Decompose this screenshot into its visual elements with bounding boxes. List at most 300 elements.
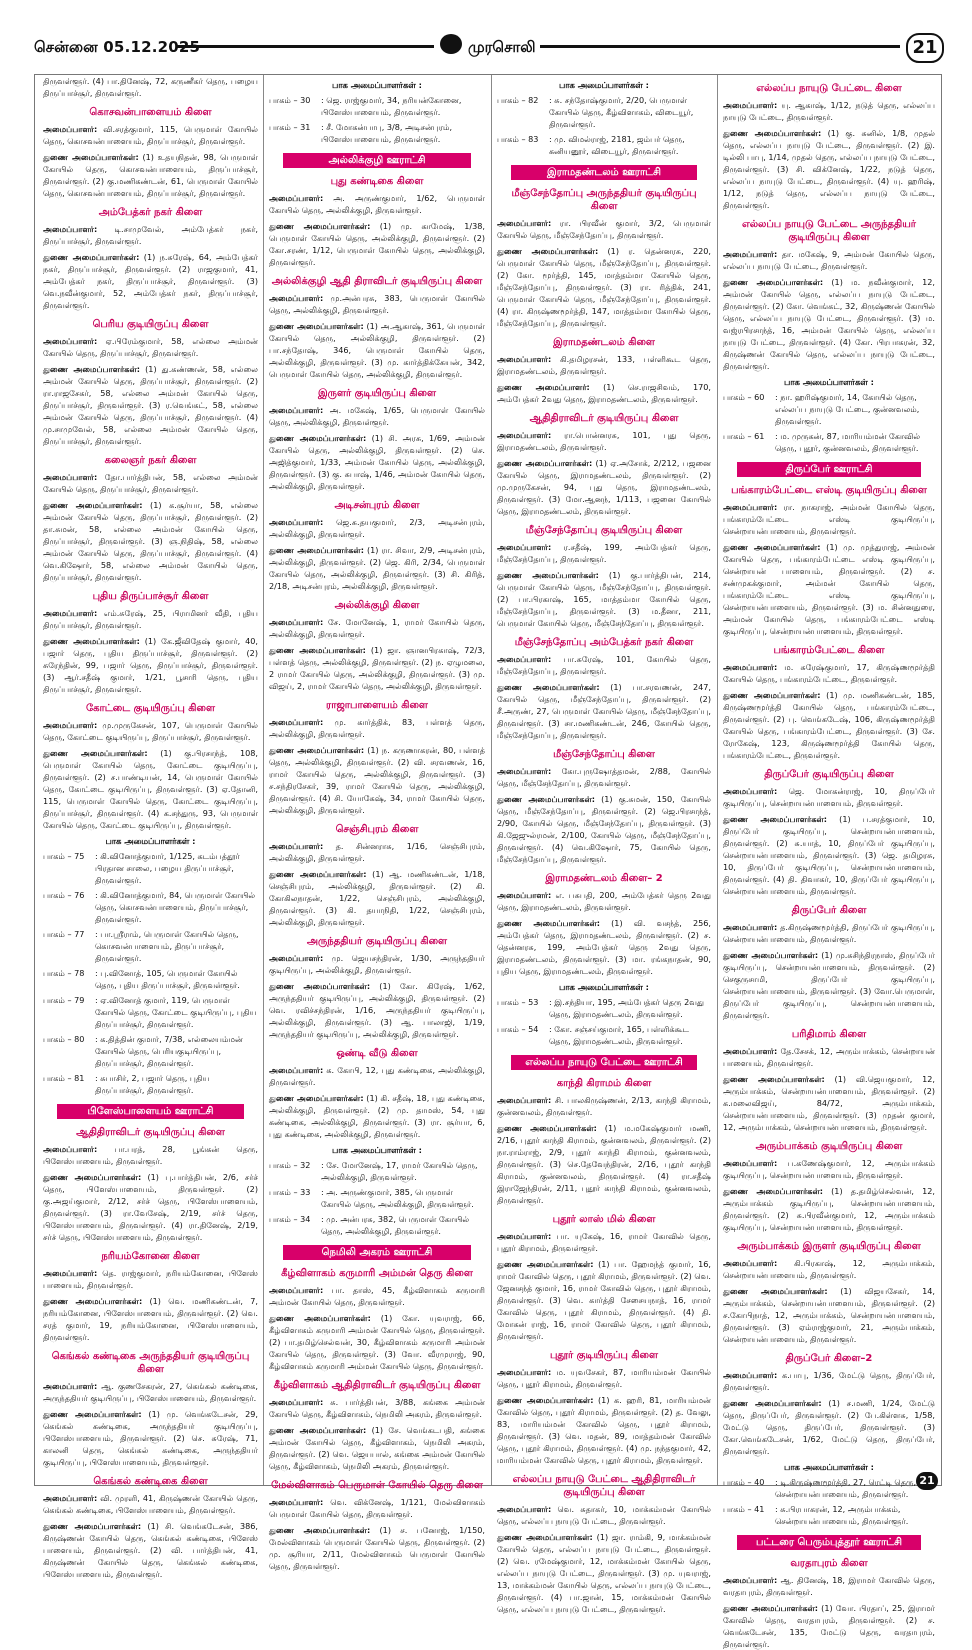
role-label: அமைப்பாளர்: bbox=[269, 617, 324, 627]
entry-text: ரா. நாகராஜ், அம்மன் கோயில் தெரு, பங்காரம்பேட்டை எஸ்டி குடியிருப்பு, சென்றாயன்பாளையம், திருவள்ளூர். bbox=[723, 502, 935, 536]
entry-text: வெ. சுதாகர், 10, மாக்கம்மன் கோயில் தெரு, எல்லப்ப நாயுடு பேட்டை, திருவள்ளூர். bbox=[497, 1504, 711, 1526]
member-entry bbox=[497, 1366, 711, 1390]
subheading: பாக அமைப்பாளர்கள் : bbox=[332, 80, 422, 90]
branch-heading: திருப்பேர் கிளை bbox=[791, 905, 867, 916]
booth-number: பாகம் – 31 bbox=[269, 122, 311, 132]
branch-heading: கீழ்விளாகம் ஆதிதிராவிடர் குடியிருப்பு கிளை bbox=[273, 1380, 481, 1391]
branch-heading: பரிதிமாம் கிளை bbox=[791, 1029, 867, 1040]
panchayat-heading: பிளேஸ்பாளையம் ஊராட்சி bbox=[57, 1104, 244, 1119]
column-divider bbox=[263, 75, 264, 1485]
role-label: துணை அமைப்பாளர்கள்: bbox=[497, 682, 600, 692]
member-entry bbox=[43, 335, 258, 359]
booth-number: பாகம் – 53 bbox=[497, 997, 539, 1007]
entry-text: (1) மு. முத்துராஜ், அம்மன் கோயில் தெரு, பங்காரம்பேட்டை எஸ்டி குடியிருப்பு, சென்றாயன் பாளையம், திருவள்ளூர். (2) ச. சண்முகக்குமார், அம்மன் கோயில் தெரு, பங்காரம்பேட்டை எஸ்டி குடியிருப்பு, சென்றாயன்பாளையம், திருவள்ளூர். (3) ம. சின்னதுரை, அம்மன் கோயில் தெரு, பங்காரம்பேட்டை எஸ்டி குடியிருப்பு, சென்றாயன்பாளையம், திருவள்ளூர். bbox=[723, 542, 935, 636]
role-label: அமைப்பாளர்: bbox=[43, 472, 98, 482]
booth-number: பாகம் – 41 bbox=[723, 1504, 765, 1514]
branch-heading: செஞ்சிபுரம் கிளை bbox=[335, 824, 419, 835]
entry-text: மு. கார்த்திக், 83, பள்ளத் தெரு, அல்லிக்குழி, திருவள்ளூர். bbox=[269, 717, 485, 739]
booth-entry bbox=[723, 1503, 935, 1527]
role-label: அமைப்பாளர்: bbox=[723, 662, 778, 672]
member-entry bbox=[497, 1094, 711, 1118]
entry-text: (1) வி. வசந்த், 256, அம்பேத்கர் தெரு, இராமதண்டலம், திருவள்ளூர். (2) ச. தென்னரசு, 199, அம்பேத்கர் தெரு 2வது தெரு, இராமதண்டலம், திருவள்ளூர். (3) மா. ரங்கநாதன், 90, புதிய தெரு, இராமதண்டலம், திருவள்ளூர். bbox=[497, 918, 711, 976]
entry-text: த. சின்னராசு, 1/16, செஞ்சிபுரம், அல்லிக்குழி, திருவள்ளூர். bbox=[269, 841, 485, 863]
member-entry bbox=[269, 1284, 485, 1308]
role-label: அமைப்பாளர்: bbox=[269, 405, 324, 415]
role-label: துணை அமைப்பாளர்கள்: bbox=[497, 1532, 593, 1542]
member-entry bbox=[43, 1492, 258, 1516]
entry-text: ஜெ. மோகன்ராஜ், 10, திருப்பேர் குடியிருப்பு, சென்றாயன்பாளையம், திருவள்ளூர். bbox=[723, 786, 935, 808]
member-entry bbox=[43, 1171, 258, 1243]
role-label: அமைப்பாளர்: bbox=[497, 1504, 552, 1514]
member-entry bbox=[723, 501, 935, 537]
branch-heading: கெங்கல் கண்டிகை கிளை bbox=[93, 1476, 208, 1487]
role-label: துணை அமைப்பாளர்கள்: bbox=[497, 1395, 594, 1405]
branch-heading: அருந்ததியர் குடியிருப்பு கிளை bbox=[306, 936, 448, 947]
role-label: துணை அமைப்பாளர்கள்: bbox=[43, 1296, 143, 1306]
role-label: அமைப்பாளர்: bbox=[269, 1497, 324, 1507]
entry-text: (1) ம.மகேஷ்குமார் மணி, 2/16, புதூர் காந்தி கிராமம், குன்னவலம், திருவள்ளூர். (2) நா.ராம்ராஜ், 2/9, புதூர் காந்தி கிராமம், குன்னவலம், திருவள்ளூர். (3) செ.தேவேந்திரன், 2/16, புதூர் காந்தி கிராமம், குன்னவலம், திருவள்ளூர். (4) ரா.சதீஷ் இராஜேந்திரன், 2/11, புதூர் காந்தி கிராமம், குன்னவலம், திருவள்ளூர். bbox=[497, 1123, 711, 1205]
member-entry bbox=[269, 1424, 485, 1472]
role-label: துணை அமைப்பாளர்கள்: bbox=[269, 1093, 364, 1103]
member-entry bbox=[43, 499, 258, 583]
member-entry bbox=[43, 75, 258, 99]
role-label: துணை அமைப்பாளர்கள்: bbox=[269, 981, 371, 991]
member-entry bbox=[269, 432, 485, 492]
branch-heading: கலைஞர் நகர் கிளை bbox=[104, 455, 197, 466]
role-label: அமைப்பாளர்: bbox=[497, 542, 552, 552]
role-label: துணை அமைப்பாளர்கள்: bbox=[269, 745, 365, 755]
booth-agent: : கி.வினோத்குமார், 1/125, கடம்பத்தூர் பிரதான சாலை, பழைய திருப்பாச்சூர், திருவள்ளூர். bbox=[95, 851, 240, 885]
entry-text: (1) ஆ. மணிகண்டன், 1/18, செஞ்சிபுரம், அல்லிக்குழி, திருவள்ளூர். (2) கி. கோகிலநாதன், 1/22, செஞ்சிபுரம், அல்லிக்குழி, திருவள்ளூர். (3) கி. தயாநிதி, 1/22, செஞ்சிபுரம், அல்லிக்குழி, திருவள்ளூர். bbox=[269, 869, 485, 927]
member-entry bbox=[723, 99, 935, 123]
member-entry bbox=[269, 544, 485, 592]
entry-text: எம்.சுரேஷ், 25, பிராமினர் வீதி, புதிய திருப்பாச்சூர், திருவள்ளூர். bbox=[43, 608, 258, 630]
role-label: துணை அமைப்பாளர்கள்: bbox=[43, 500, 143, 510]
entry-text: வி. முரளி, 41, கிருஷ்ணன் கோயில் தெரு, கெங்கல் கண்டிகை, பிளேஸ்பாளையம், திருவள்ளூர். bbox=[43, 1493, 258, 1515]
member-entry bbox=[723, 1285, 935, 1345]
booth-agent: : சு. சந்தோஷ்குமார், 2/20, பெருமாள் கோயில் தெரு, கீழ்விளாகம், விடையூர், திருவள்ளூர். bbox=[549, 95, 694, 129]
branch-heading: புதூர் லாஸ் மில் கிளை bbox=[552, 1214, 656, 1225]
panchayat-heading: நெமிலி அகரம் ஊராட்சி bbox=[283, 1245, 471, 1260]
member-entry bbox=[497, 457, 711, 517]
booth-number: பாகம் – 82 bbox=[497, 95, 539, 105]
role-label: அமைப்பாளர்: bbox=[43, 608, 98, 618]
booth-agent: : நா. ஹரிஷ்குமார், 14, கோயில் தெரு, எல்லப்ப நாயுடு பேட்டை, குன்னவலம், திருவள்ளூர். bbox=[775, 392, 920, 426]
newspaper-logo-icon bbox=[440, 34, 462, 54]
branch-heading: இருளர் குடியிருப்பு கிளை bbox=[317, 388, 437, 399]
branch-heading: மேல்விளாகம் பெருமாள் கோயில் தெரு கிளை bbox=[271, 1480, 483, 1491]
member-entry bbox=[269, 1064, 485, 1088]
entry-text: ரா.பொன்னரசு, 101, புது தெரு, இராமதண்டலம், திருவள்ளூர். bbox=[497, 430, 711, 452]
role-label: துணை அமைப்பாளர்கள்: bbox=[269, 1425, 367, 1435]
branch-heading: அடிசன்புரம் கிளை bbox=[334, 500, 420, 511]
entry-text: க. கோபி, 12, புது கண்டிகை, அல்லிக்குழி, திருவள்ளூர். bbox=[269, 1065, 485, 1087]
role-label: அமைப்பாளர்: bbox=[269, 717, 324, 727]
booth-agent: : ஏ.வினோத் குமார், 119, பெருமாள் கோயில் தெரு, கோட்டை குடியிருப்பு, புதிய திருப்பாச்சூர், திருவள்ளூர். bbox=[95, 995, 257, 1029]
booth-agent: : மு. அன்பரசு, 382, பெருமாள் கோயில் தெரு, அல்லிக்குழி, திருவள்ளூர். bbox=[321, 1214, 470, 1236]
role-label: துணை அமைப்பாளர்கள்: bbox=[723, 1603, 819, 1613]
booth-number: பாகம் – 33 bbox=[269, 1187, 311, 1197]
role-label: துணை அமைப்பாளர்: bbox=[497, 382, 590, 392]
branch-heading: இராமதண்டலம் கிளை bbox=[553, 337, 655, 348]
member-entry bbox=[723, 541, 935, 637]
column-3 bbox=[497, 75, 711, 1614]
booth-number: பாகம் – 30 bbox=[269, 95, 311, 105]
member-entry bbox=[43, 1267, 258, 1291]
role-label: துணை அமைப்பாளர்கள்: bbox=[269, 1313, 371, 1323]
role-label: துணை அமைப்பாளர்கள்: bbox=[269, 545, 364, 555]
column-1 bbox=[43, 75, 258, 1579]
entry-text: (1) ந.சுரேஷ், 64, அம்பேத்கர் நகர், திருப்பாச்சூர், திருவள்ளூர். (2) ராஜகுமார், 41, அம்பேத்கர் நகர், திருப்பாச்சூர், திருவள்ளூர். (3) வெ.நவீன்குமார், 52, அம்பேத்கர் நகர், திருப்பாச்சூர், திருவள்ளூர். bbox=[43, 252, 258, 310]
branch-heading: வரதாபுரம் கிளை bbox=[790, 1558, 868, 1569]
booth-agent: : க.தித்தின் குமார், 7/38, எல்லையம்மன் கோயில் தெரு, பெரியகுடியிருப்பு, திருப்பாச்சூர், திருவள்ளூர். bbox=[95, 1034, 243, 1068]
role-label: அமைப்பாளர்: bbox=[269, 1285, 324, 1295]
entry-text: (1) கு.பிரசாந்த், 108, பெருமாள் கோயில் தெரு, கோட்டை குடியிருப்பு, திருவள்ளூர். (2) ச.பாண்டியன், 14, பெருமாள் கோயில் தெரு, கோட்டை குடியிருப்பு, திருவள்ளூர். (3) ஏ.தோனி, 115, பெருமாள் கோயில் தெரு, கோட்டை குடியிருப்பு, திருப்பாச்சூர், திருவள்ளூர். (4) க.சந்துரு, 93, பெருமாள் கோயில் தெரு, கோட்டை குடியிருப்பு, திருவள்ளூர். bbox=[43, 748, 258, 830]
role-label: துணை அமைப்பாளர்கள்: bbox=[723, 814, 828, 824]
entry-text: (1) செ.ராஜசிவம், 170, அம்பேத்கர் 2வது தெரு, இராமதண்டலம், திருவள்ளூர். bbox=[497, 382, 711, 404]
booth-agent: : சீ. மோகன்பாபு, 3/8, அடிசன்புரம், பிளேஸ்பாளையம், திருவள்ளூர். bbox=[321, 122, 453, 144]
branch-heading: பங்காரம்பேட்டை கிளை bbox=[773, 645, 885, 656]
role-label: துணை அமைப்பாளர்கள்: bbox=[269, 221, 371, 231]
branch-heading: ஒண்டி வீடு கிளை bbox=[336, 1048, 418, 1059]
role-label: அமைப்பாளர்: bbox=[269, 1065, 324, 1075]
role-label: அமைப்பாளர்: bbox=[43, 1381, 98, 1391]
booth-entry bbox=[497, 1023, 711, 1047]
member-entry bbox=[497, 765, 711, 789]
member-entry bbox=[269, 1092, 485, 1140]
role-label: அமைப்பாளர்: bbox=[43, 224, 98, 234]
branch-heading: திருப்பேர் கிளை–2 bbox=[785, 1353, 873, 1364]
member-entry bbox=[497, 541, 711, 565]
branch-heading: அரும்பாக்கம் இருளர் குடியிருப்பு கிளை bbox=[737, 1241, 921, 1252]
member-entry bbox=[43, 1143, 258, 1167]
role-label: அமைப்பாளர்: bbox=[723, 922, 778, 932]
member-entry bbox=[269, 952, 485, 976]
branch-heading: எல்லப்ப நாயுடு பேட்டை ஆதிதிராவிடர் குடியிருப்பு கிளை bbox=[512, 1474, 696, 1498]
booth-number: பாகம் – 32 bbox=[269, 1160, 311, 1170]
booth-number: பாகம் – 83 bbox=[497, 134, 539, 144]
entry-text: (1) ச.மணி, 1/24, மேட்டு தெரு, திருப்பேர், திருவள்ளூர். (2) பே.கிள்ளசு, 1/58, மேட்டு தெரு, திருப்பேர், திருவள்ளூர். (3) கோ.வெங்கடேசன், 1/62, மேட்டு தெரு, திருப்பேர், திருவள்ளூர். bbox=[723, 1398, 935, 1456]
member-entry bbox=[43, 635, 258, 695]
booth-number: பாகம் – 81 bbox=[43, 1073, 85, 1083]
masthead bbox=[0, 0, 972, 58]
entry-text: பா. தாஸ், 45, கீழ்விளாகம் கருமாரி அம்மன் கோயில் தெரு, திருவள்ளூர். bbox=[269, 1285, 485, 1307]
entry-text: சி. பாலகிருஷ்ணன், 2/13, காந்தி கிராமம், குன்னவலம், திருவள்ளூர். bbox=[497, 1095, 711, 1117]
entry-text: தே.சேசக், 12, அரும்பாக்கம், சென்றாயன் பாளையம், திருவள்ளூர். bbox=[723, 1046, 935, 1068]
newspaper-name: முரசொலி bbox=[468, 38, 536, 56]
entry-text: (1) வெ. மணிகண்டன், 7, நரியம்கோனை, பிளேஸ்பாளையம், திருவள்ளூர். (2) வெ. சரத் குமார், 19, நரியம்கோனை, பிளேஸ்பாளையம், திருவள்ளூர். bbox=[43, 1296, 258, 1342]
column-divider bbox=[491, 75, 492, 1485]
booth-number: பாகம் – 76 bbox=[43, 890, 85, 900]
entry-text: (1) ச. பனோஜ், 1/150, மேல்விளாகம் பெருமாள் கோயில் தெரு, திருவள்ளூர். (2) மு. சூரியா, 2/11, மேல்விளாகம் பெருமாள் கோயில் தெரு, திருவள்ளூர். bbox=[269, 1525, 485, 1571]
entry-text: எ. பசுபதி, 200, அம்பேத்கர் தெரு 2வது தெரு, இராமதண்டலம், திருவள்ளூர். bbox=[497, 890, 711, 912]
member-entry bbox=[497, 889, 711, 913]
booth-entry bbox=[43, 850, 258, 886]
role-label: அமைப்பாளர்: bbox=[497, 218, 552, 228]
entry-text: (1) கோ. கிரேஷ், 1/62, அருந்ததியர் குடியிருப்பு, அல்லிக்குழி, திருவள்ளூர். (2) வெ. ரவிச்சந்திரன், 1/16, அருந்ததியர் குடியிருப்பு, அல்லிக்குழி, திருவள்ளூர். (3) ஆ. பாலாஜி, 1/19, அருந்ததியர் குடியிருப்பு, அல்லிக்குழி, திருவள்ளூர். bbox=[269, 981, 485, 1039]
entry-text: (1) சி. அரசு, 1/69, அம்மன் கோயில் தெரு, அல்லிக்குழி, திருவள்ளூர். (2) செ. அஜித்குமார், 1/33, அம்மன் கோயில் தெரு, அல்லிக்குழி, திருவள்ளூர். (3) கு. சுபாஷ், 1/46, அம்மன் கோயில் தெரு, அல்லிக்குழி, திருவள்ளூர். bbox=[269, 433, 485, 491]
role-label: துணை அமைப்பாளர்கள்: bbox=[43, 748, 148, 758]
member-entry bbox=[723, 1157, 935, 1181]
booth-entry bbox=[497, 133, 711, 157]
booth-agent: : கோ. சஞ்சய்குமார், 165, பள்ளிக்கூட தெரு, இராமதண்டலம், திருவள்ளூர். bbox=[549, 1024, 690, 1046]
entry-text: (1) கு. சுனில், 1/8, முதல் தெரு, எல்லப்ப நாயுடு பேட்டை, திருவள்ளூர். (2) இ. டில்லி பாபு, 1/14, முதல் தெரு, எல்லப்ப நாயுடு பேட்டை, திருவள்ளூர். (3) சி. விக்னேஷ், 1/22, நடுத் தெரு, எல்லப்ப நாயுடு பேட்டை, திருவள்ளூர். (4) யு. ஹரிஷ், 1/12, நடுத் தெரு, எல்லப்ப நாயுடு பேட்டை, திருவள்ளூர். bbox=[723, 128, 935, 210]
booth-agent: : அ. அருண்குமார், 385, பெருமாள் கோயில் தெரு, அல்லிக்குழி, திருவள்ளூர். bbox=[321, 1187, 474, 1209]
booth-agent: : பு.வினோத், 105, பெருமாள் கோயில் தெரு, புதிய திருப்பாச்சூர், திருவள்ளூர். bbox=[95, 968, 240, 990]
booth-entry bbox=[269, 1186, 485, 1210]
role-label: துணை அமைப்பாளர்கள்: bbox=[723, 1398, 822, 1408]
entry-text: (1) த.தமிழ்செல்வன், 12, அரும்பாக்கம் குடியிருப்பு, சென்றாயன்பாளையம், திருவள்ளூர். (2) சு.பிரவீன்குமார், 12, அரும்பாக்கம் குடியிருப்பு, சென்றாயன்பாளையம், திருவள்ளூர். bbox=[723, 1186, 935, 1232]
member-entry bbox=[723, 1397, 935, 1457]
role-label: துணை அமைப்பாளர்கள்: bbox=[43, 152, 139, 162]
subheading: பாக அமைப்பாளர்கள் : bbox=[784, 377, 874, 387]
member-entry bbox=[497, 653, 711, 677]
page-number: 21 bbox=[912, 37, 938, 58]
member-entry bbox=[43, 1408, 258, 1468]
branch-heading: இராமதண்டலம் கிளை– 2 bbox=[545, 873, 663, 884]
role-label: துணை அமைப்பாளர்கள்: bbox=[43, 252, 140, 262]
role-label: அமைப்பாளர்: bbox=[269, 841, 324, 851]
booth-number: பாகம் – 80 bbox=[43, 1034, 85, 1044]
entry-text: ம. சுரேஷ்குமார், 17, கிருஷ்ணமூர்த்தி கோயில் தெரு, பங்காரம்பேட்டை, திருவள்ளூர். bbox=[723, 662, 935, 684]
entry-text: தா. மகேஷ், 9, அம்மன் கோயில் தெரு, எல்லப்ப நாயுடு பேட்டை, திருவள்ளூர். bbox=[723, 249, 935, 271]
member-entry bbox=[497, 1230, 711, 1254]
entry-text: ஜெ.சு.தயகுமார், 2/3, அடிசன்புரம், அல்லிக்குழி, திருவள்ளூர். bbox=[269, 517, 485, 539]
role-label: அமைப்பாளர்: bbox=[723, 1258, 778, 1268]
member-entry bbox=[723, 1185, 935, 1233]
role-label: துணை அமைப்பாளர்கள்: bbox=[43, 636, 140, 646]
entry-text: வி.சரத்குமார், 115, பெருமாள் கோயில் தெரு, கொசவன்பாளையம், திருப்பாச்சூர், திருவள்ளூர். bbox=[43, 124, 258, 146]
entry-text: (1) ஜா. ராம்கி, 9, மாக்கம்மன் கோயில் தெரு, எல்லப்ப நாயுடு பேட்டை, திருவள்ளூர். (2) வெ. ரமேஷ்குமார், 12, மாக்கம்மன் கோயில் தெரு, எல்லப்ப நாயுடு பேட்டை, திருவள்ளூர். (3) மு. யுவராஜ், 13, மாக்கம்மன் கோயில் தெரு, எல்லப்ப நாயுடு பேட்டை, திருவள்ளூர். (4) பா.ஜான், 15, மாக்கம்மன் கோயில் தெரு, எல்லப்ப நாயுடு பேட்டை, திருவள்ளூர். bbox=[497, 1532, 711, 1614]
branch-heading: புதிய திருப்பாச்சூர் கிளை bbox=[92, 591, 209, 602]
entry-text: (1) ப.சரத்குமார், 10, திருப்பேர் குடியிருப்பு, சென்றாயன்பாளையம், திருவள்ளூர். (2) சு.யாத், 10, திருப்பேர் குடியிருப்பு, சென்றாயன்பாளையம், திருவள்ளூர். (3) ஜெ. தமிழரசு, 10, திருப்பேர் குடியிருப்பு, சென்றாயன்பாளையம், திருவள்ளூர். (4) தி. திவாகர், 10, திருப்பேர் குடியிருப்பு, சென்றாயன்பாளையம், திருவள்ளூர். bbox=[723, 814, 935, 896]
panchayat-heading: திருப்பேர் ஊராட்சி bbox=[737, 462, 921, 477]
booth-agent: : டி.கிருஷ்ணமூர்த்தி, 27, ரெட்டி தெரு, சென்றாயன்பாளையம், திருவள்ளூர். bbox=[775, 1477, 917, 1499]
booth-number: பாகம் – 40 bbox=[723, 1477, 765, 1487]
role-label: அமைப்பாளர்: bbox=[43, 720, 98, 730]
member-entry bbox=[269, 840, 485, 864]
member-entry bbox=[723, 1045, 935, 1069]
booth-entry bbox=[723, 1476, 935, 1500]
member-entry bbox=[43, 1380, 258, 1404]
role-label: துணை அமைப்பாளர்கள்: bbox=[43, 1409, 142, 1419]
entry-text: பா.பரத், 28, பூங்கன் தெரு, பிளேஸ்பாளையம், திருவள்ளூர். bbox=[43, 1144, 258, 1166]
branch-heading: மீஞ்சேந்தோப்பு அம்பேத்கர் நகர் கிளை bbox=[514, 637, 694, 648]
booth-entry bbox=[269, 121, 485, 145]
member-entry bbox=[497, 917, 711, 977]
role-label: அமைப்பாளர்: bbox=[43, 1144, 98, 1154]
role-label: துணை அமைப்பாளர்கள்: bbox=[497, 246, 599, 256]
branch-heading: அம்பேத்கர் நகர் கிளை bbox=[98, 207, 203, 218]
entry-text: (1) மு. காமேஷ், 1/38, பெருமாள் கோயில் தெரு, அல்லிக்குழி, திருவள்ளூர். (2) கோ.சரண், 1/12, பெருமாள் கோயில் தெரு, அல்லிக்குழி, திருவள்ளூர். bbox=[269, 221, 485, 267]
booth-number: பாகம் – 79 bbox=[43, 995, 85, 1005]
role-label: துணை அமைப்பாளர்கள்: bbox=[43, 1172, 142, 1182]
role-label: துணை அமைப்பாளர்கள்: bbox=[43, 364, 141, 374]
entry-text: (1) உதயநிதன், 98, பெருமாள் கோயில் தெரு, கொசவன்பாளையம், திருப்பாச்சூர், திருவள்ளூர். (2) கு.மணிகண்டன், 61, பெருமாள் கோயில் தெரு, கொசவன்பாளையம், திருப்பாச்சூர், திருவள்ளூர். bbox=[43, 152, 258, 198]
branch-heading: அல்லிக்குழி கிளை bbox=[334, 600, 420, 611]
entry-text: (1) மு.சுசிந்திரநாஸ், திருப்பேர் குடியிருப்பு, சென்றாயன்பாளையம், திருவள்ளூர். (2) செகுருசாமி, திருப்பேர் குடியிருப்பு, சென்றாயன்பாளையம், திருவள்ளூர். (3) வோ.பெருமாள், திருப்பேர் குடியிருப்பு, சென்றாயன்பாளையம், திருவள்ளூர். bbox=[723, 950, 935, 1020]
member-entry bbox=[723, 1369, 935, 1393]
member-entry bbox=[723, 1257, 935, 1281]
entry-text: தெ. ராஜ்குமார், நரியம்கோனை, பிளேஸ் பாளையம், திருவள்ளூர். bbox=[43, 1268, 258, 1290]
entry-text: கோ.புருஷோத்தமன், 2/88, கோயில் தெரு, மீஞ்சேந்தோப்பு, திருவள்ளூர். bbox=[497, 766, 711, 788]
entry-text: க.பாபு, 1/36, மேட்டு தெரு, திருப்பேர், திருவள்ளூர். bbox=[723, 1370, 935, 1392]
member-entry bbox=[723, 1574, 935, 1598]
role-label: துணை அமைப்பாளர்கள்: bbox=[497, 570, 599, 580]
entry-text: ஆ. தினேஷ், 18, இராமர் கோவில் தெரு, வரதாபுரம், திருவள்ளூர். bbox=[723, 1575, 935, 1597]
role-label: அமைப்பாளர்: bbox=[43, 124, 98, 134]
role-label: அமைப்பாளர்: bbox=[723, 100, 778, 110]
member-entry bbox=[269, 320, 485, 380]
role-label: துணை அமைப்பாளர்கள்: bbox=[497, 458, 593, 468]
entry-text: ஏ.பிரேம்குமார், 58, எல்லை அம்மன் கோயில் தெரு, திருப்பாச்சூர், திருவள்ளூர். bbox=[43, 336, 258, 358]
entry-text: யு. ஆகாஷ், 1/12, நடுத் தெரு, எல்லப்ப நாயுடு பேட்டை, திருவள்ளூர். bbox=[723, 100, 935, 122]
entry-text: மு. ஜெயசந்திரன், 1/30, அருந்ததியர் குடியிருப்பு, அல்லிக்குழி, திருவள்ளூர். bbox=[269, 953, 485, 975]
role-label: துணை அமைப்பாளர்கள்: bbox=[723, 950, 819, 960]
booth-number: பாகம் – 61 bbox=[723, 431, 765, 441]
role-label: அமைப்பாளர்: bbox=[497, 430, 552, 440]
role-label: துணை அமைப்பாளர்கள்: bbox=[497, 1123, 597, 1133]
role-label: துணை அமைப்பாளர்கள்: bbox=[269, 321, 364, 331]
member-entry bbox=[43, 607, 258, 631]
branch-heading: நரியம்கோனை கிளை bbox=[101, 1251, 200, 1262]
booth-agent: : சு.பிரபாகரன், 12, அரும்பாக்கம், சென்றாயன்பாளையம், திருவள்ளூர். bbox=[775, 1504, 909, 1526]
member-entry bbox=[43, 123, 258, 147]
branch-heading: அரும்பாக்கம் குடியிருப்பு கிளை bbox=[755, 1141, 903, 1152]
member-entry bbox=[723, 1602, 935, 1650]
entry-text: கி.பிரகாஷ், 12, அரும்பாக்கம், சென்றாயன்பாளையம், திருவள்ளூர். bbox=[723, 1258, 935, 1280]
entry-text: (1) கே.ஜீவிதேஷ் குமார், 40, பஜார் தெரு, புதிய திருப்பாச்சூர், திருவள்ளூர். (2) சுரேந்தின், 99, பஜார் தெரு, திருப்பாச்சூர், திருவள்ளூர். (3) ஆர்.சதீஷ் குமார், 1/21, பூசாரி தெரு, புதிய திருப்பாச்சூர், திருவள்ளூர். bbox=[43, 636, 258, 694]
panchayat-heading: இராமதண்டலம் ஊராட்சி bbox=[511, 165, 697, 180]
role-label: அமைப்பாளர்: bbox=[497, 1095, 552, 1105]
entry-text: அ. மகேஷ், 1/65, பெருமாள் கோயில் தெரு, அல்லிக்குழி, திருவள்ளூர். bbox=[269, 405, 485, 427]
entry-text: அ. அருண்குமார், 1/62, பெருமாள் கோயில் தெரு, அல்லிக்குழி, திருவள்ளூர். bbox=[269, 193, 485, 215]
member-entry bbox=[723, 949, 935, 1021]
role-label: துணை அமைப்பாளர்கள்: bbox=[723, 1074, 825, 1084]
entry-text: திருவள்ளூர். (4) பா.தினேஷ், 72, கருணீகர் தெரு, பழைய திருப்பாச்சூர், திருவள்ளூர். bbox=[43, 76, 258, 98]
subheading: பாக அமைப்பாளர்கள் : bbox=[332, 1145, 422, 1155]
member-entry bbox=[497, 1258, 711, 1342]
member-entry bbox=[723, 813, 935, 897]
booth-entry bbox=[43, 1033, 258, 1069]
member-entry bbox=[723, 248, 935, 272]
member-entry bbox=[43, 471, 258, 495]
member-entry bbox=[269, 1524, 485, 1572]
branch-heading: ராஜாபாளையம் கிளை bbox=[326, 700, 428, 711]
booth-entry bbox=[43, 889, 258, 925]
entry-text: (1) பா.சரவணன், 247, கோயில் தெரு, மீஞ்சேந்தோப்பு, திருவள்ளூர். (2) சீ.அருண், 27, பெருமாள் கோயில் தெரு, மீஞ்சேந்தோப்பு, திருவள்ளூர். (3) சா.மணிகண்டன், 246, கோயில் தெரு, மீஞ்சேந்தோப்பு, திருவள்ளூர். bbox=[497, 682, 711, 740]
member-entry bbox=[497, 1394, 711, 1466]
member-entry bbox=[269, 192, 485, 216]
member-entry bbox=[43, 151, 258, 199]
member-entry bbox=[497, 217, 711, 241]
member-entry bbox=[723, 921, 935, 945]
branch-heading: கோட்டை குடியிருப்பு கிளை bbox=[86, 703, 215, 714]
subheading: பாக அமைப்பாளர்கள் : bbox=[105, 836, 196, 846]
member-entry bbox=[497, 1122, 711, 1206]
role-label: துணை அமைப்பாளர்கள்: bbox=[723, 128, 822, 138]
branch-heading: காந்தி கிராமம் கிளை bbox=[556, 1078, 652, 1089]
entry-text: ஆ. குணசேகரன், 27, கெங்கல் கண்டிகை, அருந்ததியர் குடியிருப்பு, பிளேஸ்பாளையம், திருவள்ளூர். bbox=[43, 1381, 258, 1403]
member-entry bbox=[43, 747, 258, 831]
role-label: துணை அமைப்பாளர்கள்: bbox=[723, 1286, 828, 1296]
branch-heading: புதூர் குடியிருப்பு கிளை bbox=[549, 1350, 659, 1361]
member-entry bbox=[269, 616, 485, 640]
role-label: அமைப்பாளர்: bbox=[723, 1158, 778, 1168]
booth-entry bbox=[723, 391, 935, 427]
branch-heading: ஆதிதிராவிடர் குடியிருப்பு கிளை bbox=[529, 413, 679, 424]
entry-text: (1) க. ஹரி, 81, மாரியம்மன் கோவில் தெரு, புதூர் கிராமம், திருவள்ளூர். (2) த. வேலு, 83, மாரியம்மன் கோவில் தெரு, புதூர் கிராமம், திருவள்ளூர். (3) வெ. மதன், 89, மாத்தம்மன் கோவில் தெரு, புதூர் கிராமம், திருவள்ளூர். (4) மு. நந்தகுமார், 42, மாரியம்மன் கோவில் தெரு, புதூர் கிராமம், திருவள்ளூர். bbox=[497, 1395, 711, 1465]
role-label: அமைப்பாளர்: bbox=[269, 953, 324, 963]
role-label: அமைப்பாளர்: bbox=[723, 1046, 778, 1056]
booth-agent: : சுபாசிர், 2, பஜார் தெரு, புதிய திருப்பாச்சூர், திருவள்ளூர். bbox=[95, 1073, 210, 1095]
entry-text: (1) பா. ஹேமந்த் குமார், 16, ராமர் கோவில் தெரு, புதூர் கிராமம், திருவள்ளூர். (2) வெ. ஜேனசந்த் குமார், 16, ராமர் கோவில் தெரு, புதூர் கிராமம், திருவள்ளூர். (3) வெ. கார்த்தி சேசையநாத், 16, ராமர் கோவில் தெரு, புதூர் கிராமம், திருவள்ளூர். (4) தி. மோகன் ராஜ், 16, ராமர் கோவில் தெரு, புதூர் கிராமம், திருவள்ளூர். bbox=[497, 1259, 711, 1341]
role-label: அமைப்பாளர்: bbox=[497, 354, 552, 364]
entry-text: (1) விஜயசேகர், 14, அரும்பாக்கம், சென்றாயன்பாளையம், திருவள்ளூர். (2) ச.கோபிநாத், 12, அரும்பாக்கம், சென்றாயன்பாளையம், திருவள்ளூர். (3) ஏம்ராஜ்குமார், 21, அரும்பாக்கம், சென்றாயன்பாளையம், திருவள்ளூர். bbox=[723, 1286, 935, 1344]
entry-text: (1) ஜா. ஞானபிரகாஷ், 72/3, பள்ளத் தெரு, அல்லிக்குழி, திருவள்ளூர். (2) ந. ஏழுமலை, 2 ராமர் கோயில் தெரு, அல்லிக்குழி, திருவள்ளூர். (3) மு. விஜய், 2, ராமர் கோயில் தெரு, அல்லிக்குழி, திருவள்ளூர். bbox=[269, 645, 485, 691]
booth-entry bbox=[269, 1213, 485, 1237]
member-entry bbox=[497, 793, 711, 865]
booth-agent: : ஜெ. ராஜ்குமார், 34, நரியன்கோனை, பிளேஸ்பாளையம், திருவள்ளூர். bbox=[321, 95, 462, 117]
entry-text: (1) சே. வெங்கடபதி, கங்கை அம்மன் கோயில் தெரு, கீழ்விளாகம், நெமிலி அகரம், திருவள்ளூர். (2) வெ. ஜெயபால், கங்கை அம்மன் கோயில் தெரு, கீழ்விளாகம், நெமிலி அகரம், திருவள்ளூர். bbox=[269, 1425, 485, 1471]
edition-date: சென்னை 05.12.2025 bbox=[34, 38, 201, 56]
column-divider bbox=[717, 75, 718, 1485]
booth-agent: : இ.சந்தியா, 195, அம்பேத்கர் தெரு 2வது தெரு, இராமதண்டலம், திருவள்ளூர். bbox=[549, 997, 705, 1019]
booth-number: பாகம் – 77 bbox=[43, 929, 85, 939]
member-entry bbox=[43, 719, 258, 743]
member-entry bbox=[269, 516, 485, 540]
entry-text: (1) ந. கருணாகரன், 80, பள்ளத் தெரு, அல்லிக்குழி, திருவள்ளூர். (2) வி. சரவணன், 16, ராமர் கோயில் தெரு, அல்லிக்குழி, திருவள்ளூர். (3) ச.சந்திரசேகர், 39, ராமர் கோயில் தெரு, அல்லிக்குழி, திருவள்ளூர். (4) சி. யோகேஷ், 34, ராமர் கோயில் தெரு, அல்லிக்குழி, திருவள்ளூர். bbox=[269, 745, 485, 815]
entry-text: (1) ஏ.அசோக், 2/212, பஜனை கோயில் தெரு, இராமதண்டலம், திருவள்ளூர். (2) மு.முருகேசன், 94, புது தெரு, இராமதண்டலம், திருவள்ளூர். (3) மோ.ஆனந், 1/113, பஜனை கோயில் தெரு, இராமதண்டலம், திருவள்ளூர். bbox=[497, 458, 711, 516]
role-label: அமைப்பாளர்: bbox=[497, 890, 552, 900]
member-entry bbox=[723, 661, 935, 685]
role-label: துணை அமைப்பாளர்கள்: bbox=[43, 1521, 142, 1531]
role-label: அமைப்பாளர்: bbox=[497, 1231, 552, 1241]
role-label: அமைப்பாளர்: bbox=[269, 517, 324, 527]
role-label: துணை அமைப்பாளர்கள்: bbox=[269, 869, 367, 879]
column-2 bbox=[269, 75, 485, 1571]
branch-heading: மீஞ்சேந்தோப்பு கிளை bbox=[553, 749, 655, 760]
booth-number: பாகம் – 60 bbox=[723, 392, 765, 402]
member-entry bbox=[43, 223, 258, 247]
branch-heading: அல்லிக்குழி ஆதி திராவிடர் குடியிருப்பு கிளை bbox=[271, 276, 483, 287]
subheading: பாக அமைப்பாளர்கள் : bbox=[784, 1462, 874, 1472]
role-label: அமைப்பாளர்: bbox=[269, 293, 324, 303]
masthead-rule-left bbox=[176, 45, 434, 48]
entry-text: ம. யுவசேகர், 87, மாரியம்மன் கோயில் தெரு, புதூர் கிராமம், திருவள்ளூர். bbox=[497, 1367, 711, 1389]
member-entry bbox=[269, 292, 485, 316]
role-label: துணை அமைப்பாளர்கள்: bbox=[723, 542, 821, 552]
entry-text: (1) ம. நவீன்குமார், 12, அம்மன் கோயில் தெரு, எல்லப்ப நாயுடு பேட்டை, திருவள்ளூர். (2) கோ. வெங்கட், 32, கிருஷ்ணன் கோயில் தெரு, எல்லப்ப நாயுடு பேட்டை, திருவள்ளூர். (3) ம. வஜ்ரபிரசாந்த், 16, அம்மன் கோயில் தெரு, எல்லப்ப நாயுடு பேட்டை, திருவள்ளூர். (4) கோ. பிரபாகரன், 32, கிருஷ்ணன் கோயில் தெரு, எல்லப்ப நாயுடு பேட்டை, திருவள்ளூர். bbox=[723, 277, 935, 371]
member-entry bbox=[497, 381, 711, 405]
member-entry bbox=[497, 1503, 711, 1527]
entry-text: ரா. பிரவீன் குமார், 3/2, பெருமாள் கோயில் தெரு, மீஞ்சேந்தோப்பு, திருவள்ளூர். bbox=[497, 218, 711, 240]
member-entry bbox=[723, 1073, 935, 1133]
branch-heading: மீஞ்சேந்தோப்பு குடியிருப்பு கிளை bbox=[525, 525, 683, 536]
role-label: அமைப்பாளர்: bbox=[269, 193, 324, 203]
role-label: அமைப்பாளர்: bbox=[723, 1575, 778, 1585]
role-label: துணை அமைப்பாளர்கள்: bbox=[497, 918, 601, 928]
booth-entry bbox=[497, 996, 711, 1020]
role-label: துணை அமைப்பாளர்கள்: bbox=[723, 277, 824, 287]
branch-heading: பங்காரம்பேட்டை எஸ்டி குடியிருப்பு கிளை bbox=[731, 485, 927, 496]
member-entry bbox=[269, 716, 485, 740]
member-entry bbox=[269, 744, 485, 816]
entry-text: (1) வோ. பிரதாப், 25, இராமர் கோவில் தெரு, வரதாபுரம், திருவள்ளூர். (2) ச. வெங்கடேசன், 135, மேட்டு தெரு, வரதாபுரம், திருவள்ளூர். bbox=[723, 1603, 935, 1649]
entry-text: (1) கு.பார்த்திபன், 214, பெருமாள் கோயில் தெரு, மீஞ்சேந்தோப்பு, திருவள்ளூர். (2) பா.பிரகாஷ், 165, மாத்தம்மா கோயில் தெரு, மீஞ்சேந்தோப்பு, திருவள்ளூர். (3) ம.தீனா, 211, பெருமாள் கோயில் தெரு, மீஞ்சேந்தோப்பு, திருவள்ளூர். bbox=[497, 570, 711, 628]
booth-entry bbox=[269, 94, 485, 118]
entry-text: (1) வி.ஜெயகுமார், 12, அரும்பாக்கம், சென்றாயன்பாளையம், திருவள்ளூர். (2) க.மலைவிஜய், 84/72, அரும்பாக்கம், சென்றாயன்பாளையம், திருவள்ளூர். (3) முதன் குமார், 12, அரும்பாக்கம், சென்றாயன்பாளையம், திருவள்ளூர். bbox=[723, 1074, 935, 1132]
